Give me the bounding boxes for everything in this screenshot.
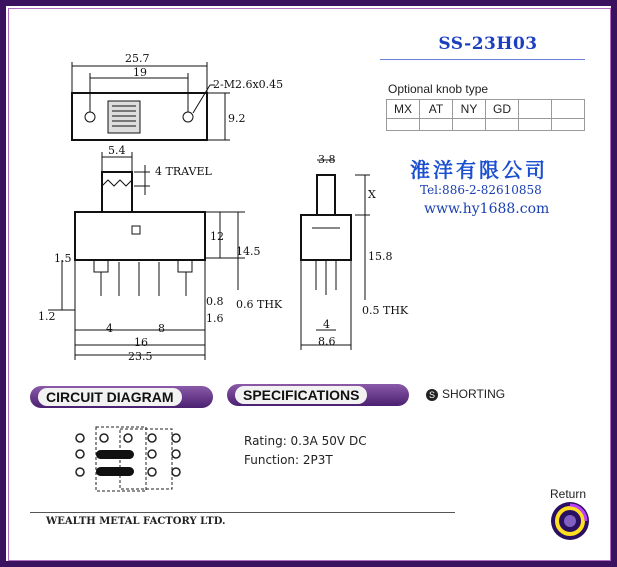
dim-hole: 2-M2.6x0.45 (213, 78, 284, 91)
shorting-note (426, 387, 505, 401)
dim-1-5: 1.5 (54, 252, 72, 265)
knob-empty-1 (519, 100, 552, 119)
dim-4-side: 4 (323, 318, 330, 331)
dim-thk-06: 0.6 THK (236, 298, 283, 311)
dim-x: X (368, 188, 376, 201)
dim-25-7: 25.7 (125, 52, 150, 65)
shorting-label: SHORTING (442, 387, 506, 401)
company-tel: Tel:886-2-82610858 (420, 183, 542, 197)
dim-16: 16 (134, 336, 148, 349)
dim-14-5: 14.5 (236, 245, 261, 258)
specifications-label: SPECIFICATIONS (235, 386, 367, 404)
dim-travel: 4 TRAVEL (155, 165, 212, 178)
knob-mx: MX (387, 100, 420, 119)
knob-ny: NY (453, 100, 486, 119)
dim-23-5: 23.5 (128, 350, 153, 363)
dim-8: 8 (158, 322, 165, 335)
dim-9-2: 9.2 (228, 112, 246, 125)
footer-divider (30, 512, 455, 513)
dim-1-6: 1.6 (206, 312, 224, 325)
factory-name: WEALTH METAL FACTORY LTD. (46, 516, 226, 527)
dim-thk-05: 0.5 THK (362, 304, 409, 317)
circuit-diagram-label: CIRCUIT DIAGRAM (38, 388, 182, 406)
specifications-header (227, 384, 409, 406)
circuit-diagram (68, 424, 188, 494)
return-label[interactable]: Return (550, 487, 587, 501)
model-title: SS-23H03 (438, 34, 538, 54)
knob-type-label: Optional knob type (388, 82, 489, 96)
dim-0-8: 0.8 (206, 295, 224, 308)
dim-4: 4 (106, 322, 113, 335)
dim-5-4: 5.4 (108, 144, 126, 157)
knob-at: AT (420, 100, 453, 119)
dim-8-6: 8.6 (318, 335, 336, 348)
circuit-diagram-header (30, 386, 213, 408)
company-website[interactable]: www.hy1688.com (424, 201, 550, 217)
dim-1-2: 1.2 (38, 310, 56, 323)
dim-15-8: 15.8 (368, 250, 393, 263)
shorting-icon: S (426, 389, 438, 401)
title-underline (380, 59, 585, 60)
dim-19: 19 (133, 66, 147, 79)
contact-bar-2 (96, 467, 134, 476)
company-name-cn: 淮洋有限公司 (410, 158, 548, 182)
knob-gd: GD (486, 100, 519, 119)
knob-empty-2 (552, 100, 585, 119)
return-button-icon[interactable] (550, 501, 590, 541)
spec-function: Function: 2P3T (244, 453, 333, 467)
knob-type-table (386, 99, 585, 131)
dim-3-8: 3.8 (318, 153, 336, 166)
dim-12: 12 (210, 230, 224, 243)
contact-bar-1 (96, 450, 134, 459)
spec-rating: Rating: 0.3A 50V DC (244, 434, 367, 448)
